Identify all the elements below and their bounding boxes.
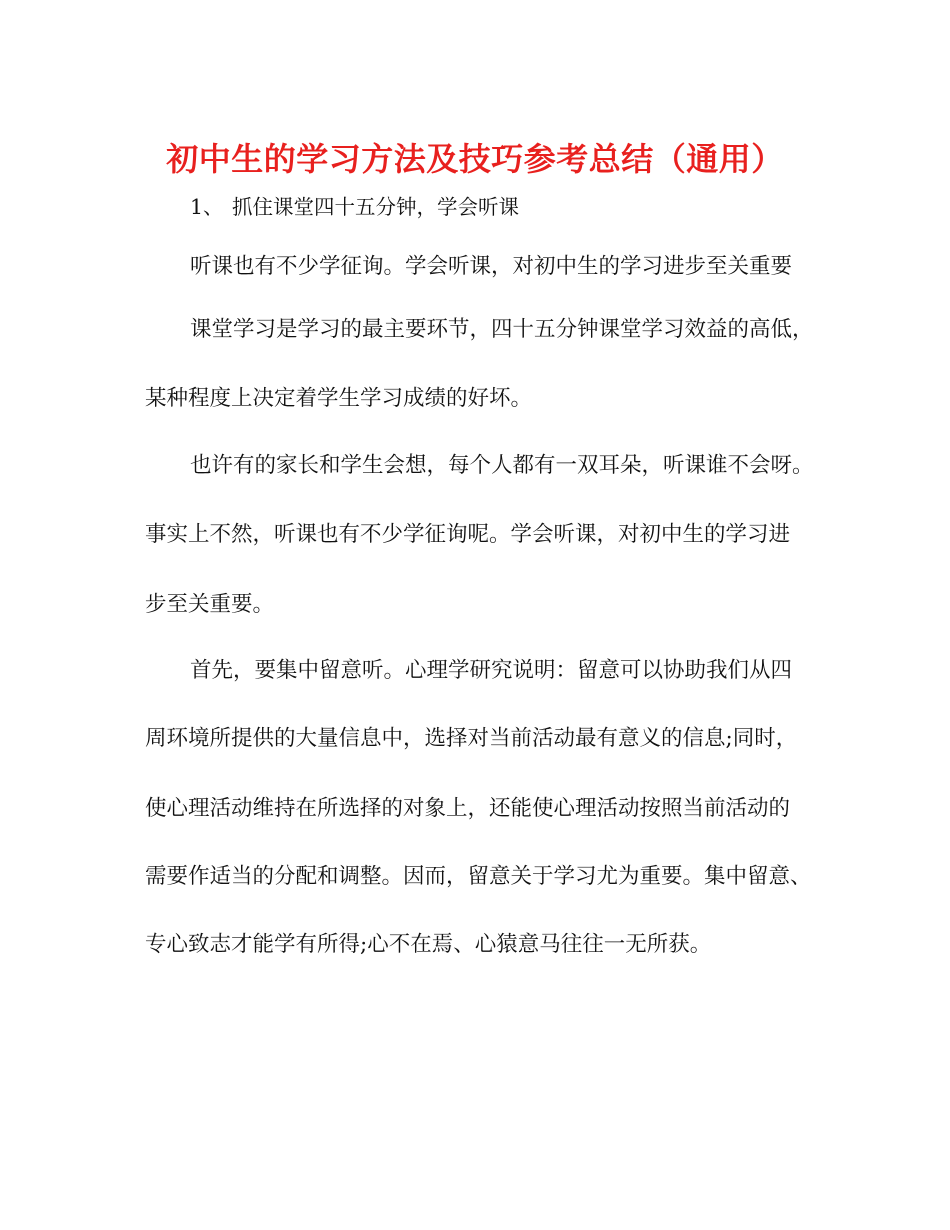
paragraph-line: 某种程度上决定着学生学习成绩的好坏。 bbox=[145, 386, 533, 411]
paragraph-line: 需要作适当的分配和调整。因而，留意关于学习尤为重要。集中留意、 bbox=[145, 864, 812, 889]
paragraph-line: 周环境所提供的大量信息中，选择对当前活动最有意义的信息;同时， bbox=[145, 726, 798, 751]
document-title: 初中生的学习方法及技巧参考总结（通用） bbox=[166, 140, 784, 178]
paragraph-line: 步至关重要。 bbox=[145, 592, 275, 617]
paragraph-line: 专心致志才能学有所得;心不在焉、心猿意马往往一无所获。 bbox=[145, 932, 712, 957]
paragraph-line: 课堂学习是学习的最主要环节，四十五分钟课堂学习效益的高低， bbox=[190, 317, 814, 342]
section-heading-text: 抓住课堂四十五分钟，学会听课 bbox=[232, 195, 519, 219]
paragraph-line: 也许有的家长和学生会想，每个人都有一双耳朵，听课谁不会呀。 bbox=[190, 453, 814, 478]
paragraph-line: 事实上不然，听课也有不少学征询呢。学会听课，对初中生的学习进 bbox=[145, 522, 791, 547]
paragraph-line: 首先，要集中留意听。心理学研究说明：留意可以协助我们从四 bbox=[190, 658, 793, 683]
paragraph-line: 使心理活动维持在所选择的对象上，还能使心理活动按照当前活动的 bbox=[145, 796, 791, 821]
section-number: 1、 bbox=[190, 195, 224, 219]
paragraph-line: 听课也有不少学征询。学会听课，对初中生的学习进步至关重要 bbox=[190, 254, 793, 279]
section-heading bbox=[190, 192, 519, 222]
